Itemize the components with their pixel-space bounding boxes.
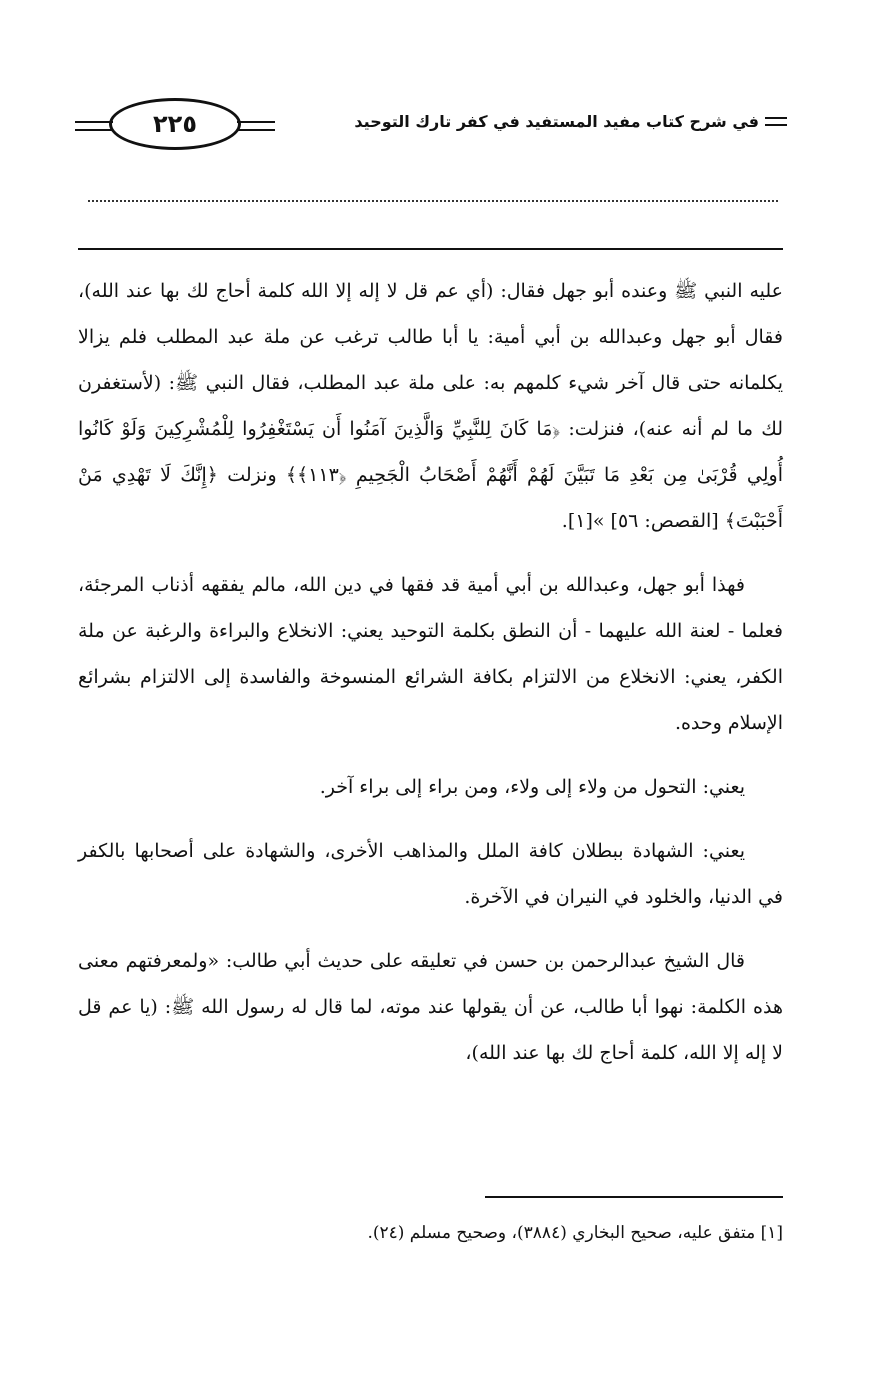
badge-right-lines bbox=[237, 121, 275, 131]
header-title-wrap bbox=[354, 112, 787, 131]
paragraph-2: فهذا أبو جهل، وعبدالله بن أبي أمية قد فقها في دين الله، مالم يفقهه أذناب المرجئة، فعلما - لعنة الله عليهما - أن النطق بكلمة التوحيد يعني: الانخلاع والبراءة والرغبة عن ملة الكفر، يعني: الانخلاع من الالتزام بكافة الشرائع المنسوخة والفاسدة إلى الالتزام بشرائع الإسلام وحده. bbox=[78, 574, 783, 734]
paragraph-5: قال الشيخ عبدالرحمن بن حسن في تعليقه على حديث أبي طالب: «ولمعرفتهم معنى هذه الكلمة: نهوا أبا طالب، عن أن يقولها عند موته، لما قال له رسول الله ﷺ: (يا عم قل لا إله إلا الله، كلمة أحاج لك بها عند الله)، bbox=[78, 950, 783, 1064]
footnote: [١] متفق عليه، صحيح البخاري (٣٨٨٤)، وصحيح مسلم (٢٤). bbox=[367, 1223, 783, 1243]
badge-left-lines bbox=[75, 121, 113, 131]
top-rule bbox=[78, 248, 783, 250]
main-text bbox=[78, 268, 783, 1094]
page-number: ٢٢٥ bbox=[109, 98, 241, 150]
paragraph-3: يعني: التحول من ولاء إلى ولاء، ومن براء إلى براء آخر. bbox=[319, 776, 745, 798]
paragraph-4: يعني: الشهادة ببطلان كافة الملل والمذاهب الأخرى، والشهادة على أصحابها بالكفر في الدنيا، والخلود في النيران في الآخرة. bbox=[78, 840, 783, 908]
paragraph-1: عليه النبي ﷺ وعنده أبو جهل فقال: (أي عم قل لا إله إلا الله كلمة أحاج لك بها عند الله)، فقال أبو جهل وعبدالله بن أبي أمية: يا أبا طالب ترغب عن ملة عبد المطلب فلم يزالا يكلمانه حتى قال آخر شيء كلمهم به: على ملة عبد المطلب، فقال النبي ﷺ: (لأستغفرن لك ما لم أنه عنه)، فنزلت: ﴿مَا كَانَ لِلنَّبِيِّ وَالَّذِينَ آمَنُوا أَن يَسْتَغْفِرُوا لِلْمُشْرِكِينَ وَلَوْ كَانُوا أُولِي قُرْبَىٰ مِن بَعْدِ مَا تَبَيَّنَ لَهُمْ أَنَّهُمْ أَصْحَابُ الْجَحِيمِ ﴿١١٣﴾﴾ ونزلت ﴿إِنَّكَ لَا تَهْدِي مَنْ أَحْبَبْتَ﴾ [القصص: ٥٦] »[١]. bbox=[78, 280, 783, 532]
dotted-separator bbox=[88, 200, 778, 202]
page-number-badge bbox=[75, 98, 275, 154]
footnote-rule bbox=[485, 1196, 783, 1198]
header-double-bar bbox=[765, 117, 787, 126]
book-title: في شرح كتاب مفيد المستفيد في كفر تارك التوحيد bbox=[354, 112, 759, 131]
running-header bbox=[75, 98, 787, 158]
